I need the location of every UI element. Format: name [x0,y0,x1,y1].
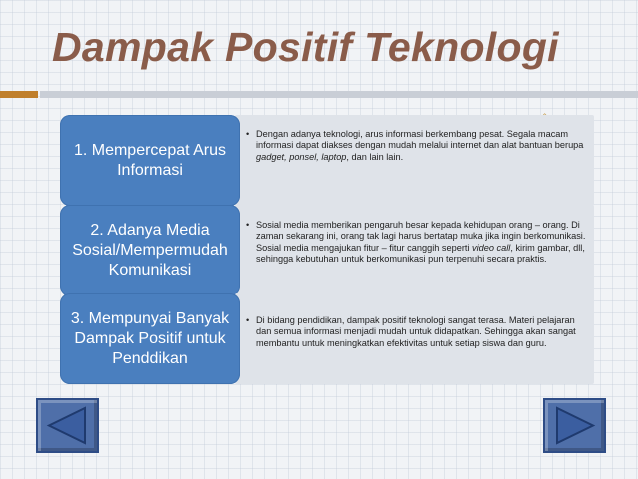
item-label: 1. Mempercepat Arus Informasi [60,115,240,206]
item-description: • Dengan adanya teknologi, arus informasi berkembang pesat. Segala macam informasi dapat diakses dengan mudah melalui internet dan alat bantuan berupa gadget, ponsel, laptop, dan lain lain. [246,129,584,162]
list-item [60,293,594,384]
next-slide-button[interactable] [543,398,606,453]
triangle-left-icon [38,400,97,451]
slide-title: Dampak Positif Teknologi [52,24,559,70]
list-item [60,205,594,296]
bullet-icon: • [246,220,250,230]
previous-slide-button[interactable] [36,398,99,453]
item-label: 2. Adanya Media Sosial/Mempermudah Komunikasi [60,205,240,296]
item-description: • Sosial media memberikan pengaruh besar kepada kehidupan orang – orang. Di zaman sekarang ini, orang tak lagi harus bertatap muka jika ingin berkomunikasi. Sosial media mengajukan fitur – fitur canggih seperti video call, kirim gambar, dll, sehingga kebutuhan untuk berkomunikasi pun terpenuhi secara praktis. [246,220,586,264]
bullet-icon: • [246,315,250,325]
bullet-icon: • [246,129,250,139]
title-rule-accent [0,91,38,98]
title-rule [40,91,638,98]
item-label: 3. Mempunyai Banyak Dampak Positif untuk Penddikan [60,293,240,384]
list-item [60,115,594,206]
triangle-right-icon [545,400,604,451]
item-description: • Di bidang pendidikan, dampak positif teknologi sangat terasa. Materi pelajaran dan semua informasi menjadi mudah untuk didapatkan. Sehingga akan sangat membantu untuk meningkatkan efektivitas untuk setiap siswa dan guru. [246,315,576,348]
